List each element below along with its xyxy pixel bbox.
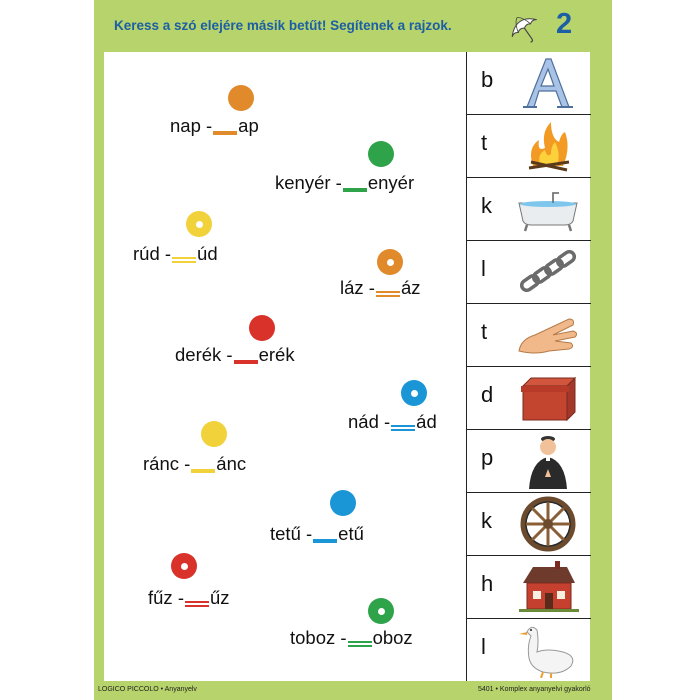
umbrella-icon — [506, 10, 544, 48]
sidebar-row — [467, 493, 591, 556]
priest-icon — [513, 433, 583, 489]
sidebar-letter: h — [481, 571, 494, 596]
marker-dot — [228, 85, 254, 111]
exercise-word: láz - áz — [340, 277, 421, 298]
answer-blank[interactable] — [391, 414, 415, 428]
sidebar-row — [467, 430, 591, 493]
marker-ring — [377, 249, 403, 275]
sidebar-row — [467, 241, 591, 304]
bathtub-icon — [513, 181, 583, 237]
exercise-word: ránc - ánc — [143, 453, 247, 474]
exercise-word: fűz - űz — [148, 587, 230, 608]
sidebar-letter: b — [481, 67, 494, 92]
sidebar-letter: t — [481, 130, 488, 155]
sidebar-letter: t — [481, 319, 488, 344]
answer-blank[interactable] — [313, 526, 337, 540]
marker-dot — [368, 141, 394, 167]
marker-ring — [368, 598, 394, 624]
marker-ring — [401, 380, 427, 406]
answer-blank[interactable] — [343, 175, 367, 189]
sidebar-row — [467, 619, 591, 681]
sidebar-letter: d — [481, 382, 494, 407]
sidebar-letter: l — [481, 634, 486, 659]
hand-icon — [513, 307, 583, 363]
sidebar-row — [467, 52, 591, 115]
exercise-word: derék - erék — [175, 344, 295, 365]
sidebar-letter: k — [481, 193, 492, 218]
marker-ring — [186, 211, 212, 237]
exercise-word: tetű - etű — [270, 523, 364, 544]
fire-icon — [513, 118, 583, 174]
sidebar-row — [467, 178, 591, 241]
exercise-word: nád - ád — [348, 411, 437, 432]
box-icon — [513, 370, 583, 426]
exercise-word: kenyér - enyér — [275, 172, 415, 193]
instruction-text: Keress a szó elejére másik betűt! Segítenek a rajzok. — [114, 18, 452, 33]
sidebar-letter: p — [481, 445, 494, 470]
answer-blank[interactable] — [376, 280, 400, 294]
exercise-word: toboz - oboz — [290, 627, 413, 648]
footer-product: 5401 • Komplex anyanyelvi gyakorló — [478, 686, 591, 693]
answer-blank[interactable] — [185, 590, 209, 604]
marker-dot — [249, 315, 275, 341]
goose-icon — [513, 622, 583, 678]
exercise-word: rúd - úd — [133, 243, 218, 264]
sidebar-row — [467, 115, 591, 178]
answer-blank[interactable] — [348, 630, 372, 644]
house-icon — [513, 559, 583, 615]
page-number: 2 — [556, 8, 573, 40]
chain-icon — [513, 244, 583, 300]
footer-publisher: LOGICO PICCOLO • Anyanyelv — [98, 686, 197, 693]
wheel-icon — [513, 496, 583, 552]
letter-a-icon — [513, 55, 583, 111]
answer-blank[interactable] — [213, 118, 237, 132]
answer-blank[interactable] — [172, 246, 196, 260]
picture-sidebar — [466, 52, 591, 681]
marker-ring — [171, 553, 197, 579]
sidebar-letter: l — [481, 256, 486, 281]
sidebar-row — [467, 367, 591, 430]
sidebar-row — [467, 304, 591, 367]
marker-dot — [201, 421, 227, 447]
answer-blank[interactable] — [234, 347, 258, 361]
sidebar-letter: k — [481, 508, 492, 533]
exercise-word: nap - ap — [170, 115, 259, 136]
answer-blank[interactable] — [191, 456, 215, 470]
sidebar-row — [467, 556, 591, 619]
marker-dot — [330, 490, 356, 516]
